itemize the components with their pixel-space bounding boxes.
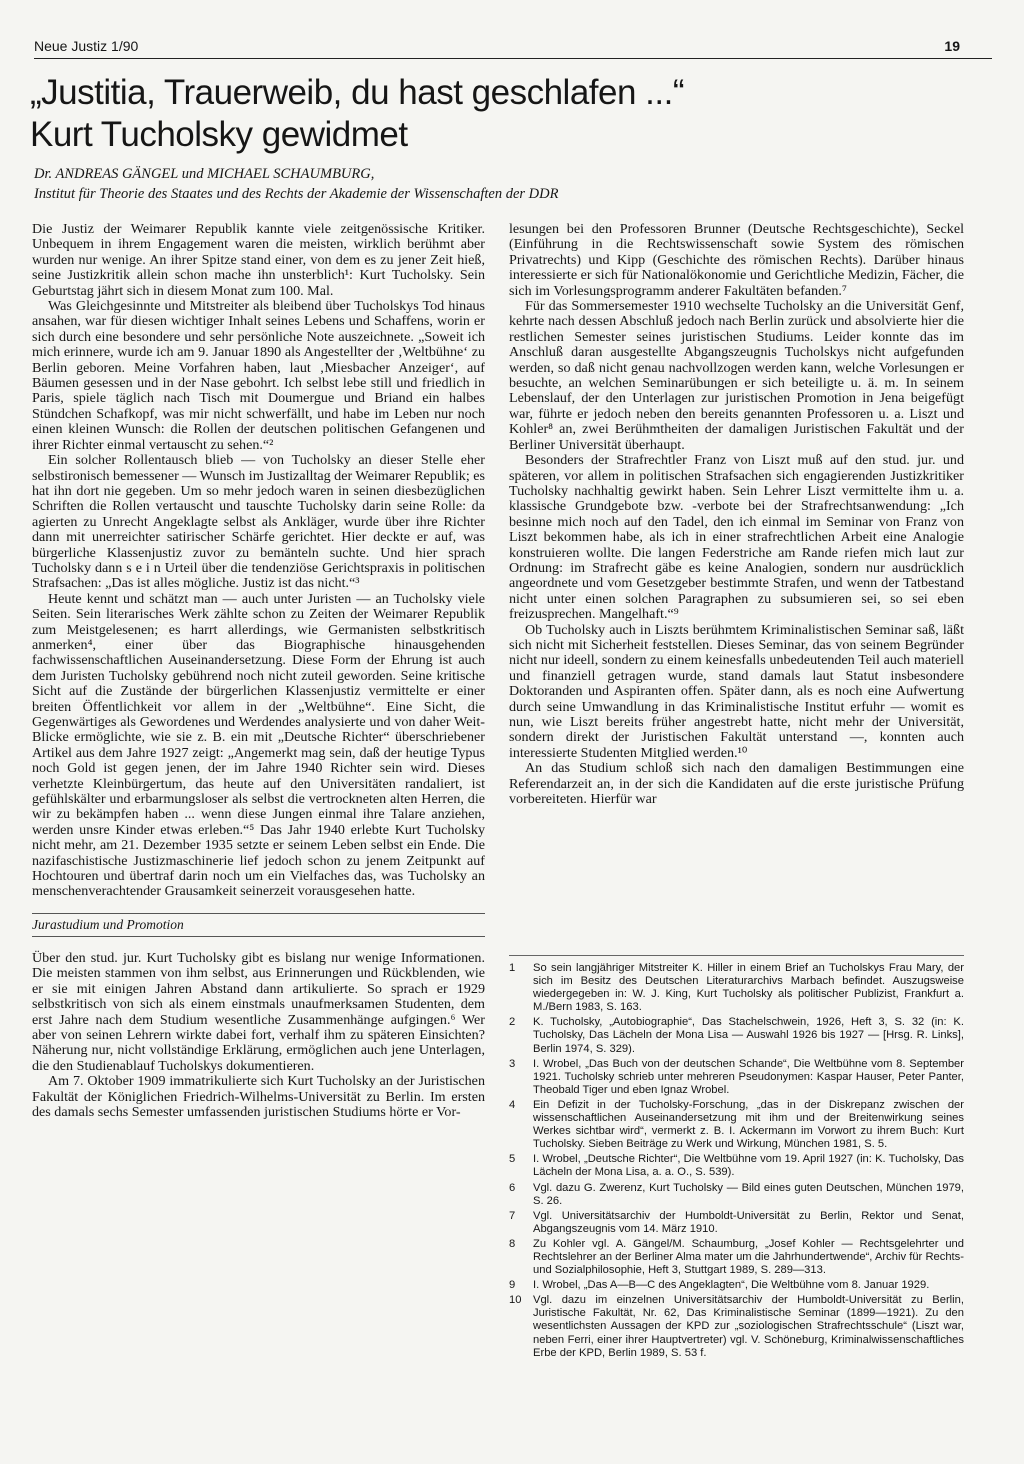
paragraph: Die Justiz der Weimarer Republik kannte viele zeitgenössische Kritiker. Unbequem in ihrem Engagement waren die meisten, wirklich berühmt aber wurden nur wenige. An ihrer Spitze stand einer, von dem es zu jener Zeit hieß, seine Justizkritik allein schon mache ihn unsterblich¹: Kurt Tucholsky. Sein Geburtstag jährt sich in diesem Monat zum 100. Mal. <box>32 221 485 299</box>
footnote-text: I. Wrobel, „Deutsche Richter“, Die Weltbühne vom 19. April 1927 (in: K. Tucholsky, Das Lächeln der Mona Lisa, a. a. O., S. 539). <box>533 1153 964 1179</box>
paragraph: Ein solcher Rollentausch blieb — von Tucholsky an dieser Stelle eher selbstironisch bemessener — Wunsch im Justizalltag der Weimarer Republik; es hat ihn dort nie gegeben. Um so mehr jedoch waren in seinen diesbezüglichen Schriften die Rollen vertauscht und tauschte Tucholsky darin seine Rolle: da agierten zu Unrecht Angeklagte selbst als Ankläger, wurde über ihre Richter dann mit unerreichter satirischer Schärfe gerichtet. Hier deckte er auf, was bürgerliche Klassenjustiz zuvor zu bemänteln suchte. Und hier sprach Tucholsky dann s e i n Urteil über die tendenziöse Gerichtspraxis in politischen Strafsachen: „Das ist alles mögliche. Justiz ist das nicht.“³ <box>32 452 485 592</box>
section-heading: Jurastudium und Promotion <box>32 913 485 937</box>
paragraph: Heute kennt und schätzt man — auch unter Juristen — an Tucholsky viele Seiten. Sein literarisches Werk zählte schon zu Zeiten der Weimarer Republik zum Meistgelesenen; es harrt allerdings, wie Germanisten selbstkritisch anmerken⁴, einer über das Biographische hinausgehenden fachwissenschaftlichen Auseinandersetzung. Diese Form der Ehrung ist auch dem Juristen Tucholsky gebührend noch nicht zuteil geworden. Seine kritische Sicht auf die Zustände der bürgerlichen Klassenjustiz vermittelte er einer breiten Öffentlichkeit vor allem in der „Weltbühne“. Eine Sicht, die Gegenwärtiges als Gewordenes und Werdendes analysierte und von daher Weit-Blicke ermöglichte, wie sie z. B. ein mit „Deutsche Richter“ überschriebener Artikel aus dem Jahre 1927 zeigt: „Angemerkt mag sein, daß der heutige Typus noch Gold ist gegen jenen, der im Jahre 1940 Richter sein wird. Dieses verhetzte Kleinbürgertum, das heute auf den Universitäten randaliert, ist gefühlskälter und erbarmungsloser als selbst die vertrockneten alten Herren, die wir zu bekämpfen haben ... wenn diese Jungen einmal ihre Talare anziehen, werden unsre Kinder etwas erleben.“⁵ Das Jahr 1940 erlebte Kurt Tucholsky nicht mehr, am 21. Dezember 1935 setzte er seinem Leben selbst ein Ende. Die nazifaschistische Justizmaschinerie lief jedoch schon zu jenem Zeitpunkt auf Hochtouren und übertraf darin noch um ein Vielfaches das, was Tucholsky an menschenverachtender Grausamkeit seinerzeit vorausgesehen hatte. <box>32 590 485 900</box>
author-institution: Institut für Theorie des Staates und des Rechts der Akademie der Wissenschaften der DDR <box>34 186 559 202</box>
footnote-text: Zu Kohler vgl. A. Gängel/M. Schaumburg, „Josef Kohler — Rechtsgelehrter und Rechtslehrer an der Berliner Alma mater um die Jahrhundertwende“, Archiv für Rechts- und Sozialphilosophie, Heft 3, Stuttgart 1989, S. 289—313. <box>533 1237 964 1277</box>
footnote-number: 2 <box>509 1016 516 1029</box>
footnote <box>509 1099 964 1151</box>
footnote-number: 9 <box>509 1279 516 1292</box>
paragraph: Über den stud. jur. Kurt Tucholsky gibt es bislang nur wenige Informationen. Die meisten stammen von ihm selbst, aus Erinnerungen und Rückblenden, wie er sie mit einigen Jahren Abstand dann artikulierte. So sprach er 1929 selbstkritisch von sich als einem einstmals unaufmerksamen Studenten, dem erst Jahre nach dem Studium wesentliche Zusammenhänge aufgingen.⁶ Wer aber von seinen Lehrern wirkte dabei fort, verhalf ihm zu späteren Einsichten? Näherung nur, nicht vollständige Erklärung, ermöglichen auch jene Unterlagen, die den Studienablauf Tucholskys dokumentieren. <box>32 949 485 1074</box>
footnote-divider <box>509 955 964 956</box>
left-column <box>32 222 485 1120</box>
footnote-text: Ein Defizit in der Tucholsky-Forschung, „das in der Diskrepanz zwischen der wissenschaftlichen Auseinandersetzung mit ihm und der Breitenwirkung seines Werkes sichtbar wird“, vermerkt z. B. I. Ackermann im Vorwort zu ihrem Buch: Kurt Tucholsky. Sieben Beiträge zu Werk und Wirkung, München 1981, S. 5. <box>533 1098 964 1151</box>
paragraph: lesungen bei den Professoren Brunner (Deutsche Rechtsgeschichte), Seckel (Einführung in die Rechtswissenschaft sowie System des römischen Privatrechts) und Kipp (Geschichte des römischen Rechts). Darüber hinaus interessierte er sich für Nationalökonomie und Gerichtliche Medizin, Fächer, die sich im Vorlesungsprogramm anderer Fakultäten befanden.⁷ <box>509 221 964 299</box>
running-head <box>34 38 992 59</box>
paragraph: An das Studium schloß sich nach den damaligen Bestimmungen eine Referendarzeit an, in der sich die Kandidaten auf die erste juristische Prüfung vorbereiteten. Hierfür war <box>509 760 964 808</box>
author-names: Dr. ANDREAS GÄNGEL und MICHAEL SCHAUMBURG, <box>34 166 375 182</box>
footnote-text: So sein langjähriger Mitstreiter K. Hiller in einem Brief an Tucholskys Frau Mary, der sich im Besitz des Deutschen Literaturarchivs Marbach befindet. Auszugsweise wiedergegeben in: W. J. King, Kurt Tucholsky als politischer Publizist, Frankfurt a. M./Bern 1983, S. 163. <box>533 962 964 1014</box>
footnote-text: I. Wrobel, „Das Buch von der deutschen Schande“, Die Weltbühne vom 8. September 1921. Tucholsky schrieb unter mehreren Pseudonymen: Kaspar Hauser, Peter Panter, Theobald Tiger und eben Ignaz Wrobel. <box>533 1057 964 1096</box>
footnote <box>509 1153 964 1179</box>
paragraph: Am 7. Oktober 1909 immatrikulierte sich Kurt Tucholsky an der Juristischen Fakultät der Königlichen Friedrich-Wilhelms-Universität zu Berlin. Im ersten des damals sechs Semester umfassenden juristischen Studiums hörte er Vor- <box>32 1073 485 1120</box>
footnote-number: 8 <box>509 1237 516 1250</box>
paragraph: Ob Tucholsky auch in Liszts berühmtem Kriminalistischen Seminar saß, läßt sich nicht mit Sicherheit feststellen. Dieses Seminar, das von seinem Begründer nicht nur ideell, sondern zu einem keinesfalls unbedeutenden Teil auch materiell und finanziell getragen wurde, stand damals laut Statut insbesondere Doktoranden und Aspiranten offen. Später dann, als es noch eine Aufwertung durch seine Umwandlung in das Kriminalistische Institut erfuhr — womit es nun, wie Liszt bereits früher angestrebt hatte, nicht mehr der Universität, sondern direkt der Juristischen Fakultät unterstand —, konnten auch interessierte Studenten Mitglied werden.¹⁰ <box>509 621 964 761</box>
footnote <box>509 1058 964 1097</box>
journal-issue: Neue Justiz 1/90 <box>34 38 139 54</box>
footnotes <box>509 962 964 1362</box>
footnote <box>509 1182 964 1208</box>
right-column <box>509 222 964 807</box>
title-line-1: „Justitia, Trauerweib, du hast geschlafen ...“ <box>30 73 684 112</box>
footnote <box>509 1279 964 1292</box>
footnote-text: Vgl. dazu im einzelnen Universitätsarchiv der Humboldt-Universität zu Berlin, Juristische Fakultät, Nr. 62, Das Kriminalistische Seminar (1899—1921). Zu den wesentlichsten Aussagen der KPD zur „soziologischen Strafrechtsschule“ (Liszt war, neben Ferri, einer ihrer Hauptvertreter) vgl. V. Schöneburg, Kriminalwissenschaftliches Erbe der KPD, Berlin 1989, S. 53 f. <box>533 1294 964 1359</box>
paragraph: Für das Sommersemester 1910 wechselte Tucholsky an die Universität Genf, kehrte nach dessen Abschluß jedoch nach Berlin zurück und absolvierte hier die restlichen Semester seines juristischen Studiums. Leider konnte das im Anschluß daran ausgestellte Abgangszeugnis Tucholskys nicht aufgefunden werden, so daß nicht genau nachvollzogen werden kann, welche Vorlesungen er besuchte, an welchen Seminarübungen er sich beteiligte u. ä. m. In seinem Lebenslauf, der den Unterlagen zur juristischen Promotion in Jena beigefügt war, führte er jedoch neben den bereits genannten Professoren u. a. Liszt und Kohler⁸ an, zwei Berühmtheiten der damaligen Juristischen Fakultät und der Berliner Universität überhaupt. <box>509 298 964 453</box>
footnote-number: 3 <box>509 1057 516 1070</box>
footnote <box>509 1210 964 1236</box>
footnote-number: 4 <box>509 1098 516 1111</box>
byline <box>34 164 994 204</box>
footnote-text: Vgl. dazu G. Zwerenz, Kurt Tucholsky — Bild eines guten Deutschen, München 1979, S. 26. <box>533 1181 964 1207</box>
article-title <box>30 72 990 156</box>
title-line-2: Kurt Tucholsky gewidmet <box>30 115 408 154</box>
footnote-text: I. Wrobel, „Das A—B—C des Angeklagten“, Die Weltbühne vom 8. Januar 1929. <box>533 1279 930 1292</box>
page-number: 19 <box>944 38 960 54</box>
paragraph: Besonders der Strafrechtler Franz von Liszt muß auf den stud. jur. und späteren, vor allem in politischen Strafsachen sich engagierenden Justizkritiker Tucholsky nachhaltig gewirkt haben. Sein Lehrer Liszt vermittelte ihm u. a. klassische Grundgebote bzw. -verbote bei der Strafrechtsanwendung: „Ich besinne mich noch auf den Tadel, den ich einmal im Seminar von Franz von Liszt bekommen habe, als ich in einer strafrechtlichen Arbeit eine Analogie konstruieren wollte. Die langen Federstriche am Rande riefen mich laut zur Ordnung: im Strafrecht gäbe es keine Analogien, sondern nur ausdrücklich angeordnete und vom Gesetzgeber bestimmte Strafen, und wenn der Tatbestand nicht unter einen solchen Paragraphen zu subsumieren sei, so sei eben freizusprechen. Mangelhaft.“⁹ <box>509 452 964 623</box>
paragraph: Was Gleichgesinnte und Mitstreiter als bleibend über Tucholskys Tod hinaus ansahen, war für diesen wichtiger Inhalt seines Lebens und Schaffens, worin er sich durch eine besondere und sehr persönliche Note auszeichnete. „Soweit ich mich erinnere, wurde ich am 9. Januar 1890 als Angestellter der ‚Weltbühne‘ zu Berlin geboren. Meine Vorfahren haben, laut ‚Miesbacher Anzeiger‘, auf Bäumen gesessen und in der Nase gebohrt. Ich selbst lebe still und friedlich in Paris, spiele täglich nach Tisch mit Doumergue und Briand ein halbes Stündchen Schafkopf, was mir nicht schwerfällt, und habe im Leben nur noch einen kleinen Wunsch: die Rollen der deutschen politischen Gefangenen und ihrer Richter einmal vertauscht zu sehen.“² <box>32 298 485 453</box>
footnote-text: Vgl. Universitätsarchiv der Humboldt-Universität zu Berlin, Rektor und Senat, Abgangszeugnis vom 14. März 1910. <box>533 1209 964 1235</box>
footnote-number: 7 <box>509 1209 516 1222</box>
footnote <box>509 1016 964 1055</box>
footnote-number: 10 <box>509 1294 522 1307</box>
footnote-number: 5 <box>509 1153 516 1166</box>
footnote <box>509 962 964 1014</box>
footnote <box>509 1238 964 1277</box>
footnote-number: 1 <box>509 962 516 974</box>
footnote-number: 6 <box>509 1181 516 1194</box>
footnote-text: K. Tucholsky, „Autobiographie“, Das Stachelschwein, 1926, Heft 3, S. 32 (in: K. Tucholsky, Das Lächeln der Mona Lisa — Auswahl 1926 bis 1927 — [Hrsg. R. Links], Berlin 1974, S. 329). <box>533 1016 964 1055</box>
footnote <box>509 1294 964 1359</box>
